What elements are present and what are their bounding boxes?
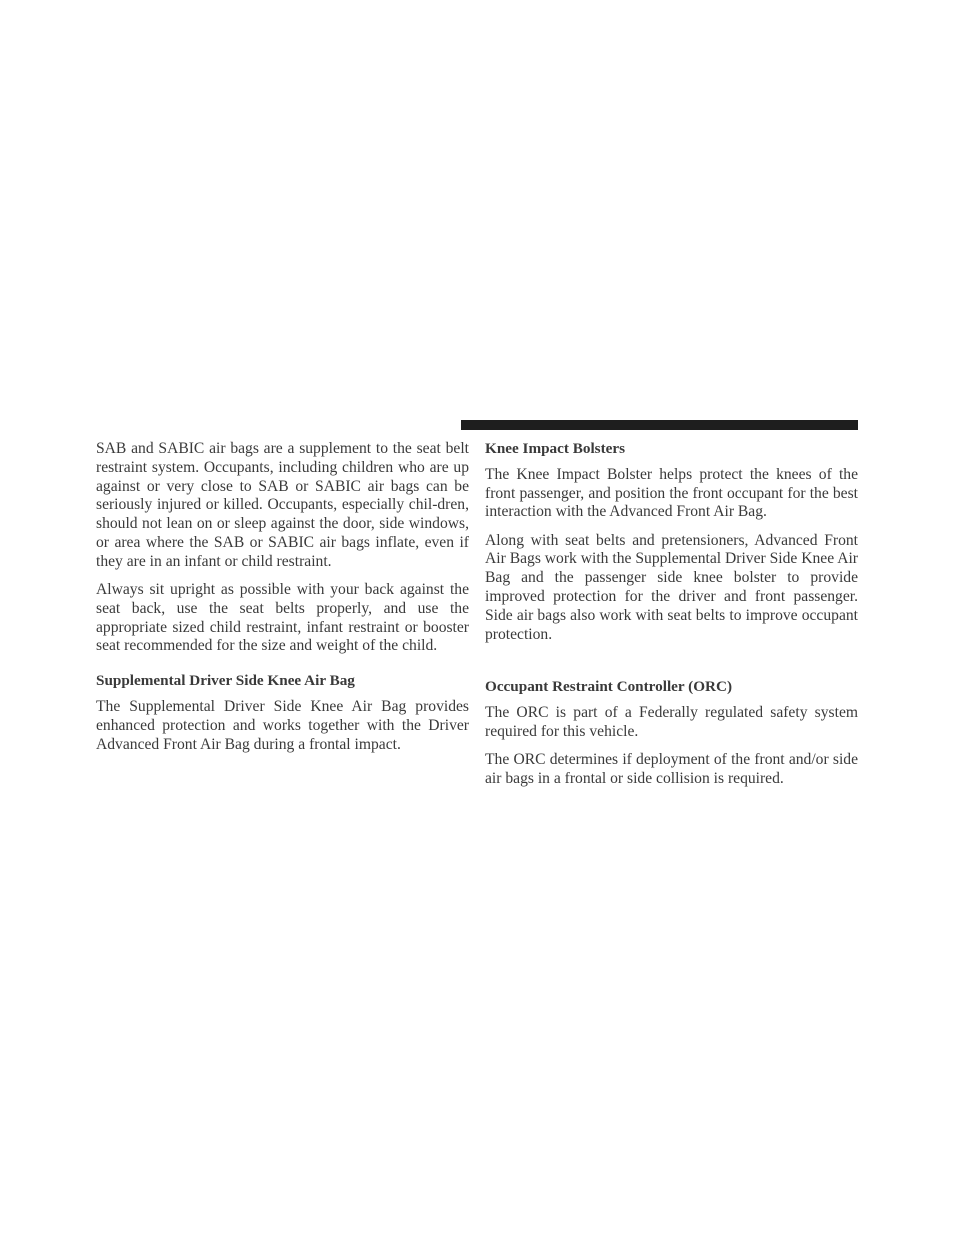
right-column (485, 440, 858, 798)
knee-impact-bolsters-heading: Knee Impact Bolsters (485, 440, 626, 457)
sit-upright-paragraph: Always sit upright as possible with your back against the seat back, use the seat belts properly, and use the appropriate sized child restraint, infant restraint or booster seat recommended for the size and weight of the child. (96, 581, 469, 655)
advanced-front-air-bags-paragraph: Along with seat belts and pretensioners, Advanced Front Air Bags work with the Supplemental Driver Side Knee Air Bag and the passenger side knee bolster to provide improved protection for the driver and front passenger. Side air bags also work with seat belts to improve occupant protection. (485, 531, 858, 643)
orc-heading: Occupant Restraint Controller (ORC) (485, 678, 733, 696)
orc-deployment-paragraph: The ORC determines if deployment of the front and/or side air bags in a frontal or side collision is required. (485, 751, 858, 788)
section-header-rule (461, 420, 858, 430)
orc-regulated-paragraph: The ORC is part of a Federally regulated safety system required for this vehicle. (485, 704, 858, 741)
knee-air-bag-paragraph: The Supplemental Driver Side Knee Air Bag provides enhanced protection and works together with the Driver Advanced Front Air Bag during a frontal impact. (96, 698, 469, 753)
left-column (96, 440, 469, 764)
sab-sabic-supplement-paragraph: SAB and SABIC air bags are a supplement to the seat belt restraint system. Occupants, including children who are up against or very close to SAB or SABIC air bags can be seriously injured or killed. Occupants, especially chil-dren, should not lean on or sleep against the door, side windows, or area where the SAB or SABIC air bags inflate, even if they are in an infant or child restraint. (96, 440, 469, 570)
knee-air-bag-heading: Supplemental Driver Side Knee Air Bag (96, 672, 355, 690)
knee-bolster-paragraph: The Knee Impact Bolster helps protect the knees of the front passenger, and position the front occupant for the best interaction with the Advanced Front Air Bag. (485, 465, 858, 521)
